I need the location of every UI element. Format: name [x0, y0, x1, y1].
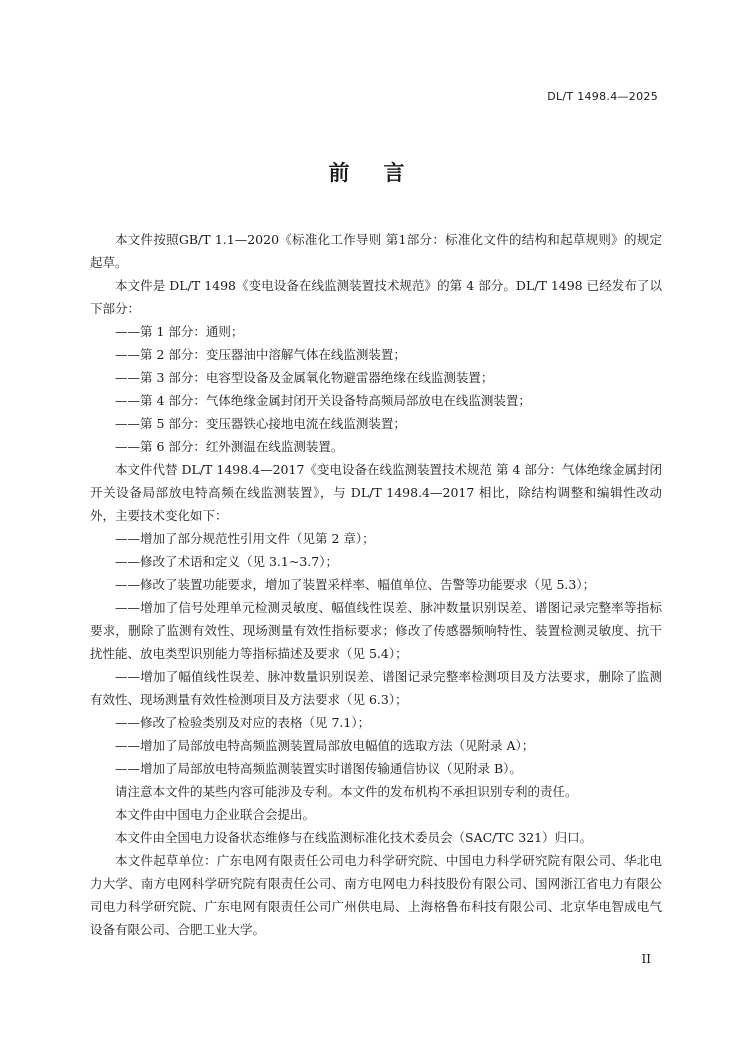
list-item: ——增加了部分规范性引用文件（见第 2 章）；	[115, 531, 375, 546]
paragraph: 请注意本文件的某些内容可能涉及专利。本文件的发布机构不承担识别专利的责任。	[115, 784, 578, 799]
list-item: ——增加了局部放电特高频监测装置实时谱图传输通信协议（见附录 B）。	[115, 761, 522, 776]
list-item: ——修改了术语和定义（见 3.1~3.7）；	[115, 554, 338, 569]
list-item: ——第 1 部分：通则；	[115, 324, 244, 339]
list-item: ——增加了局部放电特高频监测装置局部放电幅值的选取方法（见附录 A）；	[115, 738, 535, 753]
list-item: ——增加了幅值线性误差、脉冲数量识别误差、谱图记录完整率检测项目及方法要求，删除了监测有效性、现场测量有效性检测项目及方法要求（见 6.3）；	[90, 669, 662, 707]
page-title: 前言	[328, 161, 439, 185]
paragraph: 本文件按照GB/T 1.1—2020《标准化工作导则 第1部分：标准化文件的结构和起草规则》的规定起草。	[90, 232, 662, 270]
paragraph: 本文件由中国电力企业联合会提出。	[115, 807, 316, 822]
list-item: ——第 5 部分：变压器铁心接地电流在线监测装置；	[115, 416, 406, 431]
list-item: ——第 2 部分：变压器油中溶解气体在线监测装置；	[115, 347, 406, 362]
page-number: II	[641, 952, 651, 966]
paragraph: 本文件由全国电力设备状态维修与在线监测标准化技术委员会（SAC/TC 321）归口。	[115, 830, 593, 845]
list-item: ——第 4 部分：气体绝缘金属封闭开关设备特高频局部放电在线监测装置；	[115, 393, 531, 408]
list-item: ——第 3 部分：电容型设备及金属氧化物避雷器绝缘在线监测装置；	[115, 370, 494, 385]
list-item: ——修改了装置功能要求，增加了装置采样率、幅值单位、告警等功能要求（见 5.3）；	[115, 577, 596, 592]
list-item: ——修改了检验类别及对应的表格（见 7.1）；	[115, 715, 371, 730]
paragraph: 本文件起草单位：广东电网有限责任公司电力科学研究院、中国电力科学研究院有限公司、华北电力大学、南方电网科学研究院有限责任公司、南方电网电力科技股份有限公司、国网浙江省电力有限公司电力科学研究院、广东电网有限责任公司广州供电局、上海格鲁布科技有限公司、北京华电智成电气设备有限公司、合肥工业大学。	[90, 853, 662, 937]
list-item: ——第 6 部分：红外测温在线监测装置。	[115, 439, 344, 454]
document-body	[90, 228, 662, 941]
standard-code: DL/T 1498.4—2025	[547, 90, 658, 103]
paragraph: 本文件代替 DL/T 1498.4—2017《变电设备在线监测装置技术规范 第 4 部分：气体绝缘金属封闭开关设备局部放电特高频在线监测装置》，与 DL/T 1498.4—2017 相比，除结构调整和编辑性改动外，主要技术变化如下：	[90, 462, 662, 523]
list-item: ——增加了信号处理单元检测灵敏度、幅值线性误差、脉冲数量识别误差、谱图记录完整率等指标要求，删除了监测有效性、现场测量有效性指标要求；修改了传感器频响特性、装置检测灵敏度、抗干扰性能、放电类型识别能力等指标描述及要求（见 5.4）；	[90, 600, 662, 661]
paragraph: 本文件是 DL/T 1498《变电设备在线监测装置技术规范》的第 4 部分。DL/T 1498 已经发布了以下部分：	[90, 278, 662, 316]
